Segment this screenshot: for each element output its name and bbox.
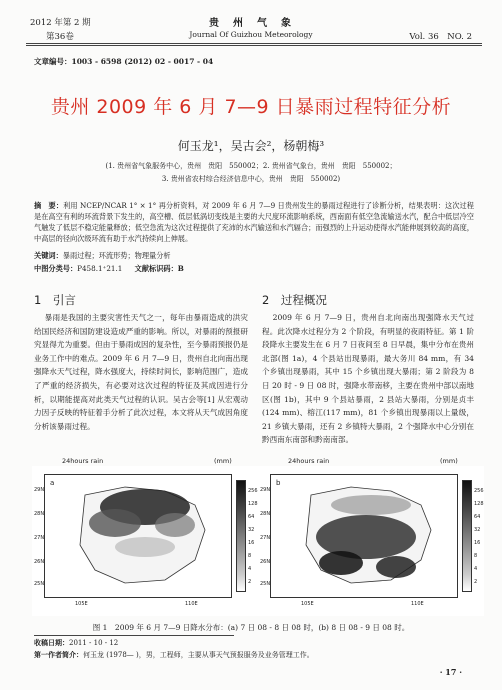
lat-label: 25N: [260, 581, 271, 587]
lon-label: 105E: [301, 601, 314, 607]
journal-name-en: Journal Of Guizhou Meteorology: [189, 30, 313, 39]
colorbar-label: 256: [474, 488, 484, 494]
lat-label: 25N: [34, 581, 45, 587]
clc-label: 中图分类号：: [34, 264, 78, 273]
section-1-heading: 1 引言: [34, 293, 76, 307]
figure-panel-b: [258, 457, 484, 616]
article-id: 文章编号：1003 - 6598 (2012) 02 - 0017 - 04: [34, 57, 214, 66]
colorbar-label: 16: [474, 540, 481, 546]
rain-map-a: [34, 474, 232, 607]
abstract: [34, 200, 474, 244]
affiliation-line-2: 3. 贵州省农村综合经济信息中心，贵州 贵阳 550002): [161, 175, 341, 183]
abstract-label: 摘 要：: [34, 201, 64, 210]
abstract-text: 利用 NCEP/NCAR 1° × 1° 再分析资料，对 2009 年 6 月 7—9 日贵州发生的暴雨过程进行了诊断分析，结果表明：这次过程是在高空有利的环流背景下发生的，高空槽、低层低涡切变线是主要的大尺度环流影响系统，西南面有低空急流输送水汽，配合中低层冷空气触发了低层不稳定能量释放；低空急流为这次过程提供了充沛的水汽输送和水汽辐合；而强烈的上升运动使得水汽能伸展到较高的高度，中高层的径向次级环流有助于水汽持续向上伸展。: [34, 201, 474, 243]
lat-label: 28N: [34, 511, 45, 517]
clc-code: P458.1⁺21.1: [77, 264, 123, 273]
panel-a-unit: (mm): [214, 457, 232, 465]
colorbar-label: 2: [248, 579, 252, 585]
panel-b-label: b: [276, 479, 281, 487]
colorbar-a: [236, 480, 246, 592]
rain-map-b: [260, 474, 458, 607]
rain-map-a-graphic: [45, 475, 231, 597]
colorbar-label: 64: [248, 514, 255, 520]
lon-label: 105E: [75, 601, 88, 607]
colorbar-label: 4: [474, 566, 478, 572]
lon-label: 110E: [411, 601, 424, 607]
header-rule-2: [26, 45, 482, 46]
section-2-text: 2009 年 6 月 7—9 日，贵州自北向南出现强降水天气过程。此次降水过程分为 2 个阶段，有明显的夜雨特征。第 1 阶段降水主要发生在 6 月 7 日夜间至 8 日早晨，集中分布在贵州北部(图 1a)，4 个县站出现暴雨，最大务川 84 mm，有 34 个乡镇出现暴雨，其中 15 个乡镇出现大暴雨；第 2 阶段为 8 日 20 时 - 9 日 08 时，强降水带南移，主要在贵州中部以南地区(图 1b)，其中 9 个县站暴雨，2 县站大暴雨，分别是贞丰(124 mm)、榕江(117 mm)，81 个乡镇出现暴雨以上量级，21 乡镇大暴雨，还有 2 乡镇特大暴雨，2 个强降水中心分别在黔西南东南部和黔南南部。: [262, 313, 474, 445]
colorbar-label: 8: [248, 553, 252, 559]
vol-no-label: Vol. 36 NO. 2: [409, 32, 472, 42]
lat-label: 26N: [260, 559, 271, 565]
panel-a-title: 24hours rain: [62, 457, 104, 465]
colorbar-label: 128: [474, 501, 484, 507]
classification: [34, 264, 184, 274]
bio-text: 何玉龙 (1978— )，男，工程师，主要从事天气预报服务及业务管理工作。: [83, 651, 314, 659]
panel-b-title: 24hours rain: [288, 457, 330, 465]
colorbar-label: 32: [248, 527, 255, 533]
page-number: · 17 ·: [439, 667, 462, 677]
colorbar-label: 256: [248, 488, 258, 494]
header-rule: [26, 43, 482, 44]
lat-label: 27N: [34, 535, 45, 541]
colorbar-label: 8: [474, 553, 478, 559]
colorbar-label: 64: [474, 514, 481, 520]
section-1-body: [34, 311, 248, 433]
colorbar-label: 16: [248, 540, 255, 546]
keywords-text: 暴雨过程；环流形势；物理量分析: [62, 251, 171, 260]
volume-label: 第36卷: [46, 32, 74, 42]
section-2-heading: 2 过程概况: [262, 293, 327, 307]
journal-name-cn: 贵 州 气 象: [209, 18, 293, 29]
colorbar-b: [462, 480, 472, 592]
lon-label: 110E: [185, 601, 198, 607]
footnote-rule: [34, 635, 234, 636]
colorbar-label: 32: [474, 527, 481, 533]
bio-label: 第一作者简介：: [34, 650, 83, 659]
panel-a-label: a: [50, 479, 55, 487]
received-value: 2011 - 10 - 12: [69, 639, 119, 647]
colorbar-label: 128: [248, 501, 258, 507]
rain-map-b-graphic: [271, 475, 457, 597]
lat-label: 27N: [260, 535, 271, 541]
received-label: 收稿日期：: [34, 638, 69, 647]
lat-label: 26N: [34, 559, 45, 565]
lat-label: 29N: [34, 487, 45, 493]
colorbar-label: 4: [248, 566, 252, 572]
colorbar-label: 2: [474, 579, 478, 585]
lat-label: 29N: [260, 487, 271, 493]
issue-label: 2012 年第 2 期: [30, 18, 91, 28]
section-2-body: [262, 311, 474, 447]
lat-label: 28N: [260, 511, 271, 517]
document-code: 文献标识码：B: [134, 264, 184, 273]
paper-title: 贵州 2009 年 6 月 7—9 日暴雨过程特征分析: [50, 96, 452, 118]
section-1-text: 暴雨是我国的主要灾害性天气之一，每年由暴雨造成的洪灾给国民经济和国防建设造成严重的影响。所以，对暴雨的预报研究显得尤为重要。但由于暴雨成因的复杂性，至今暴雨预报仍是业务工作中的难点。2009 年 6 月 7—9 日，贵州自北向南出现强降水天气过程，降水强度大，持续时间长，影响范围广，造成了严重的经济损失，有必要对这次过程的特征及其成因进行分析，以期能提高对此类天气过程的认识。吴古会等[1] 从宏观动力因子反映的特征着手分析了此次过程，本文将从天气成因角度分析该暴雨过程。: [34, 313, 248, 431]
keywords: [34, 251, 171, 261]
panel-b-unit: (mm): [440, 457, 458, 465]
received-date: [34, 638, 118, 648]
figure-caption: 图 1 2009 年 6 月 7—9 日降水分布：(a) 7 日 08 - 8 日 08 时，(b) 8 日 08 - 9 日 08 时。: [92, 623, 410, 632]
keywords-label: 关键词：: [34, 251, 63, 260]
figure-panel-a: [32, 457, 258, 616]
author-bio: [34, 650, 314, 660]
author-list: 何玉龙¹，吴古会²，杨朝梅³: [177, 139, 325, 153]
affiliation-line-1: (1. 贵州省气象服务中心，贵州 贵阳 550002；2. 贵州省气象台，贵州 贵阳 550002；: [105, 162, 397, 170]
